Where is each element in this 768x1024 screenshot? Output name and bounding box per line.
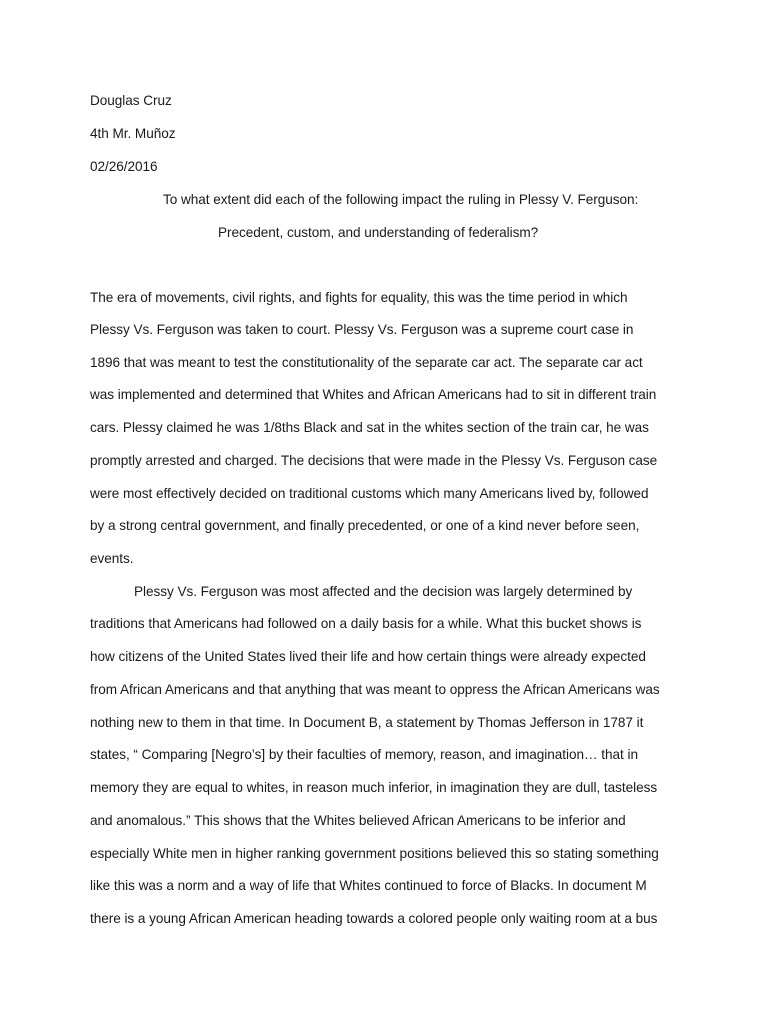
paragraph-line: memory they are equal to whites, in reason much inferior, in imagination they are dull, tasteless (90, 780, 658, 795)
paragraph-line: events. (90, 551, 134, 566)
paragraph-line: like this was a norm and a way of life that Whites continued to force of Blacks. In document M (90, 878, 647, 893)
paragraph-line: and anomalous.” This shows that the Whites believed African Americans to be inferior and (90, 813, 626, 828)
essay-title-line-2: Precedent, custom, and understanding of federalism? (218, 225, 539, 240)
paragraph-line: traditions that Americans had followed on a daily basis for a while. What this bucket shows is (90, 616, 642, 631)
paragraph-line: from African Americans and that anything that was meant to oppress the African Americans was (90, 682, 660, 697)
paragraph-line: especially White men in higher ranking government positions believed this so stating something (90, 846, 659, 861)
paragraph-line: cars. Plessy claimed he was 1/8ths Black and sat in the whites section of the train car, he was (90, 420, 649, 435)
essay-title-line-1: To what extent did each of the following impact the ruling in Plessy V. Ferguson: (163, 192, 639, 207)
paragraph-line: 1896 that was meant to test the constitutionality of the separate car act. The separate car act (90, 355, 643, 370)
paragraph-line: The era of movements, civil rights, and fights for equality, this was the time period in which (90, 290, 628, 305)
class-period: 4th Mr. Muñoz (90, 126, 176, 141)
paragraph-line: were most effectively decided on traditional customs which many Americans lived by, followed (90, 486, 649, 501)
author-name: Douglas Cruz (90, 93, 172, 108)
document-date: 02/26/2016 (90, 159, 158, 174)
paragraph-line: how citizens of the United States lived their life and how certain things were already expected (90, 649, 646, 664)
paragraph-line: was implemented and determined that Whites and African Americans had to sit in different train (90, 387, 657, 402)
paragraph-line: Plessy Vs. Ferguson was most affected and the decision was largely determined by (134, 584, 633, 599)
paragraph-line: there is a young African American heading towards a colored people only waiting room at a bus (90, 911, 658, 926)
paragraph-line: Plessy Vs. Ferguson was taken to court. Plessy Vs. Ferguson was a supreme court case in (90, 322, 634, 337)
paragraph-line: promptly arrested and charged. The decisions that were made in the Plessy Vs. Ferguson case (90, 453, 658, 468)
paragraph-line: states, “ Comparing [Negro’s] by their faculties of memory, reason, and imagination… that in (90, 747, 638, 762)
paragraph-line: nothing new to them in that time. In Document B, a statement by Thomas Jefferson in 1787 it (90, 715, 644, 730)
paragraph-line: by a strong central government, and finally precedented, or one of a kind never before seen, (90, 518, 640, 533)
